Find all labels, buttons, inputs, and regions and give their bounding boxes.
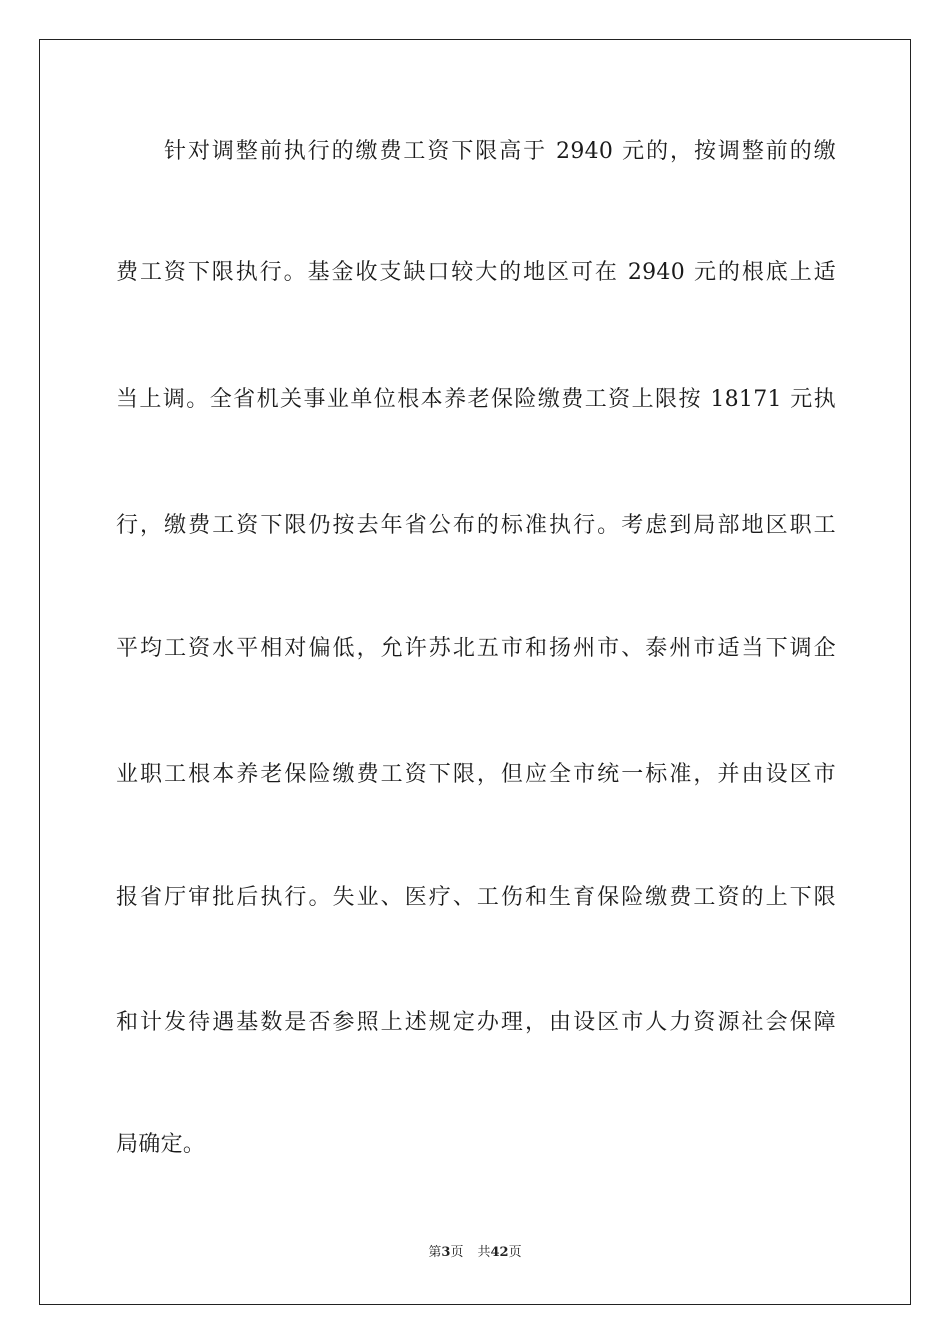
page-footer — [0, 1244, 950, 1262]
page-number: 3 — [441, 1245, 451, 1260]
total-suffix: 页 — [508, 1245, 522, 1260]
paragraph-line: 业职工根本养老保险缴费工资下限，但应全市统一标准，并由设区市 — [116, 762, 836, 787]
total-pages-indicator — [477, 1245, 521, 1260]
total-prefix: 共 — [477, 1245, 491, 1260]
paragraph-line: 局确定。 — [116, 1132, 206, 1157]
paragraph-line: 当上调。全省机关事业单位根本养老保险缴费工资上限按 18171 元执 — [116, 387, 836, 412]
paragraph-line: 平均工资水平相对偏低，允许苏北五市和扬州市、泰州市适当下调企 — [116, 636, 836, 661]
paragraph-line: 行，缴费工资下限仍按去年省公布的标准执行。考虑到局部地区职工 — [116, 513, 836, 538]
page-suffix: 页 — [450, 1245, 464, 1260]
paragraph-line: 报省厅审批后执行。失业、医疗、工伤和生育保险缴费工资的上下限 — [116, 885, 836, 910]
paragraph-line: 和计发待遇基数是否参照上述规定办理，由设区市人力资源社会保障 — [116, 1010, 836, 1035]
total-pages: 42 — [490, 1245, 509, 1260]
paragraph-line: 针对调整前执行的缴费工资下限高于 2940 元的，按调整前的缴 — [164, 139, 836, 164]
page-border — [39, 39, 911, 1305]
page-indicator — [428, 1245, 463, 1260]
page-prefix: 第 — [428, 1245, 442, 1260]
paragraph-line: 费工资下限执行。基金收支缺口较大的地区可在 2940 元的根底上适 — [116, 260, 836, 285]
